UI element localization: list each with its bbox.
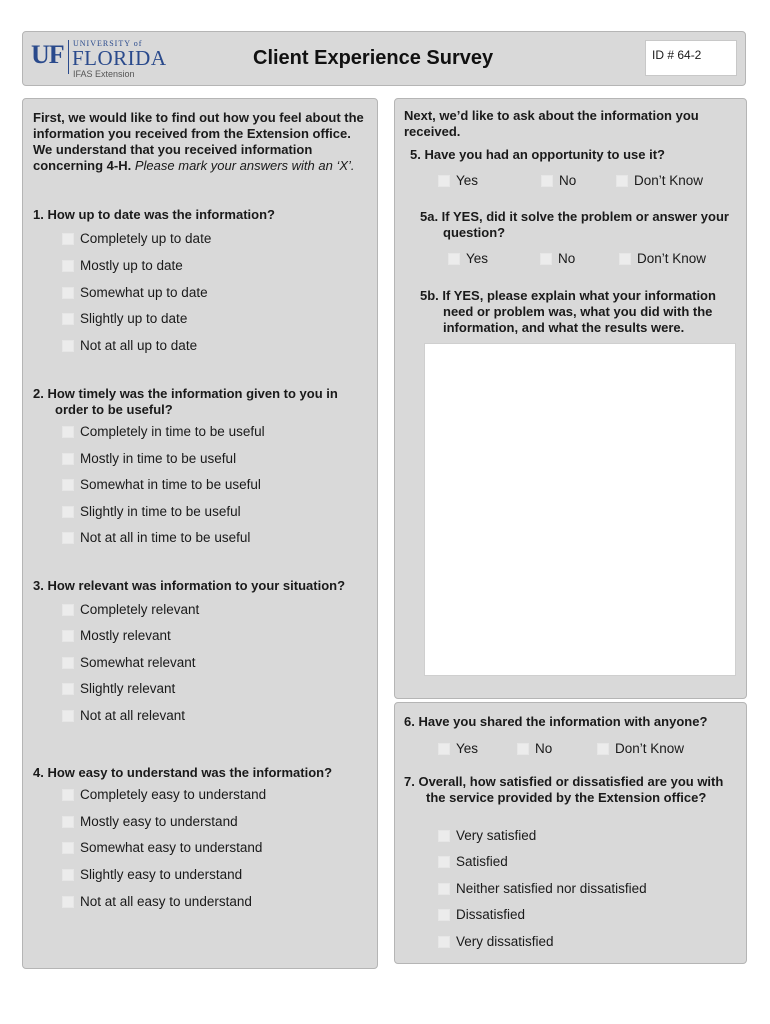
q6-option-dont-know[interactable]: Don’t Know: [597, 741, 684, 756]
checkbox[interactable]: [62, 453, 74, 465]
checkbox[interactable]: [62, 479, 74, 491]
q4-option[interactable]: Slightly easy to understand: [62, 867, 242, 882]
q1-option[interactable]: Not at all up to date: [62, 338, 197, 353]
checkbox[interactable]: [540, 253, 552, 265]
q5-option-dont-know[interactable]: Don’t Know: [616, 173, 703, 188]
checkbox[interactable]: [62, 789, 74, 801]
checkbox[interactable]: [62, 506, 74, 518]
question-4: 4. How easy to understand was the information?: [33, 765, 333, 780]
page-title: Client Experience Survey: [253, 47, 494, 69]
q1-option[interactable]: Somewhat up to date: [62, 285, 208, 300]
checkbox[interactable]: [62, 532, 74, 544]
checkbox[interactable]: [62, 896, 74, 908]
q7-option[interactable]: Very dissatisfied: [438, 934, 554, 949]
q5-option-no[interactable]: No: [541, 173, 576, 188]
survey-id-box: ID # 64-2: [645, 40, 737, 76]
question-5a: 5a. If YES, did it solve the problem or answer your question?: [420, 209, 729, 240]
left-intro-italic: Please mark your answers with an ‘X’.: [134, 158, 355, 173]
q3-option[interactable]: Mostly relevant: [62, 628, 171, 643]
logo-university-text: UNIVERSITY of: [73, 39, 143, 48]
checkbox[interactable]: [619, 253, 631, 265]
question-1: 1. How up to date was the information?: [33, 207, 275, 222]
q2-option[interactable]: Somewhat in time to be useful: [62, 477, 261, 492]
q1-option[interactable]: Slightly up to date: [62, 311, 187, 326]
q2-option[interactable]: Mostly in time to be useful: [62, 451, 236, 466]
q3-option[interactable]: Somewhat relevant: [62, 655, 196, 670]
q4-option[interactable]: Completely easy to understand: [62, 787, 266, 802]
checkbox[interactable]: [62, 426, 74, 438]
question-5: 5. Have you had an opportunity to use it?: [410, 147, 665, 162]
q2-option[interactable]: Completely in time to be useful: [62, 424, 265, 439]
q5a-option-no[interactable]: No: [540, 251, 575, 266]
uf-ifas-logo: [31, 38, 167, 79]
q5a-option-yes[interactable]: Yes: [448, 251, 488, 266]
q3-option[interactable]: Not at all relevant: [62, 708, 185, 723]
q7-option[interactable]: Dissatisfied: [438, 907, 525, 922]
checkbox[interactable]: [62, 657, 74, 669]
checkbox[interactable]: [62, 340, 74, 352]
checkbox[interactable]: [438, 936, 450, 948]
q5a-option-dont-know[interactable]: Don’t Know: [619, 251, 706, 266]
checkbox[interactable]: [62, 710, 74, 722]
checkbox[interactable]: [62, 260, 74, 272]
logo-ifas-text: IFAS Extension: [73, 69, 135, 79]
q6-option-yes[interactable]: Yes: [438, 741, 478, 756]
q7-option[interactable]: Satisfied: [438, 854, 508, 869]
q1-option[interactable]: Mostly up to date: [62, 258, 183, 273]
explanation-textarea[interactable]: [424, 343, 736, 676]
question-3: 3. How relevant was information to your situation?: [33, 578, 346, 593]
q5-option-yes[interactable]: Yes: [438, 173, 478, 188]
logo-florida-text: FLORIDA: [72, 46, 167, 70]
checkbox[interactable]: [62, 630, 74, 642]
left-intro-bold: First, we would like to find out how you feel about the information you received from the Extension office. We understand that you received information concerning 4-H.: [33, 110, 364, 173]
checkbox[interactable]: [517, 743, 529, 755]
checkbox[interactable]: [62, 683, 74, 695]
q6-option-no[interactable]: No: [517, 741, 552, 756]
checkbox[interactable]: [438, 175, 450, 187]
q2-option[interactable]: Not at all in time to be useful: [62, 530, 250, 545]
checkbox[interactable]: [448, 253, 460, 265]
q3-option[interactable]: Slightly relevant: [62, 681, 175, 696]
logo-divider: [68, 40, 69, 74]
q7-option[interactable]: Very satisfied: [438, 828, 536, 843]
checkbox[interactable]: [616, 175, 628, 187]
checkbox[interactable]: [438, 856, 450, 868]
question-6: 6. Have you shared the information with anyone?: [404, 714, 708, 729]
checkbox[interactable]: [438, 909, 450, 921]
q7-option[interactable]: Neither satisfied nor dissatisfied: [438, 881, 647, 896]
q4-option[interactable]: Mostly easy to understand: [62, 814, 238, 829]
question-5b: 5b. If YES, please explain what your information need or problem was, what you did with the information, and what the results were.: [420, 288, 716, 335]
checkbox[interactable]: [62, 869, 74, 881]
q4-option[interactable]: Somewhat easy to understand: [62, 840, 262, 855]
checkbox[interactable]: [62, 287, 74, 299]
left-intro: [33, 110, 368, 174]
survey-header: [22, 31, 746, 86]
q1-option[interactable]: Completely up to date: [62, 231, 211, 246]
checkbox[interactable]: [62, 233, 74, 245]
checkbox[interactable]: [438, 743, 450, 755]
checkbox[interactable]: [438, 830, 450, 842]
q2-option[interactable]: Slightly in time to be useful: [62, 504, 241, 519]
checkbox[interactable]: [62, 313, 74, 325]
checkbox[interactable]: [438, 883, 450, 895]
question-7: 7. Overall, how satisfied or dissatisfied are you with the service provided by the Extension office?: [404, 774, 724, 805]
q4-option[interactable]: Not at all easy to understand: [62, 894, 252, 909]
checkbox[interactable]: [62, 816, 74, 828]
checkbox[interactable]: [597, 743, 609, 755]
question-2: 2. How timely was the information given to you in order to be useful?: [33, 386, 338, 417]
logo-uf-text: UF: [31, 40, 64, 69]
right-intro: Next, we’d like to ask about the information you received.: [404, 108, 699, 139]
q3-option[interactable]: Completely relevant: [62, 602, 199, 617]
checkbox[interactable]: [541, 175, 553, 187]
checkbox[interactable]: [62, 604, 74, 616]
checkbox[interactable]: [62, 842, 74, 854]
